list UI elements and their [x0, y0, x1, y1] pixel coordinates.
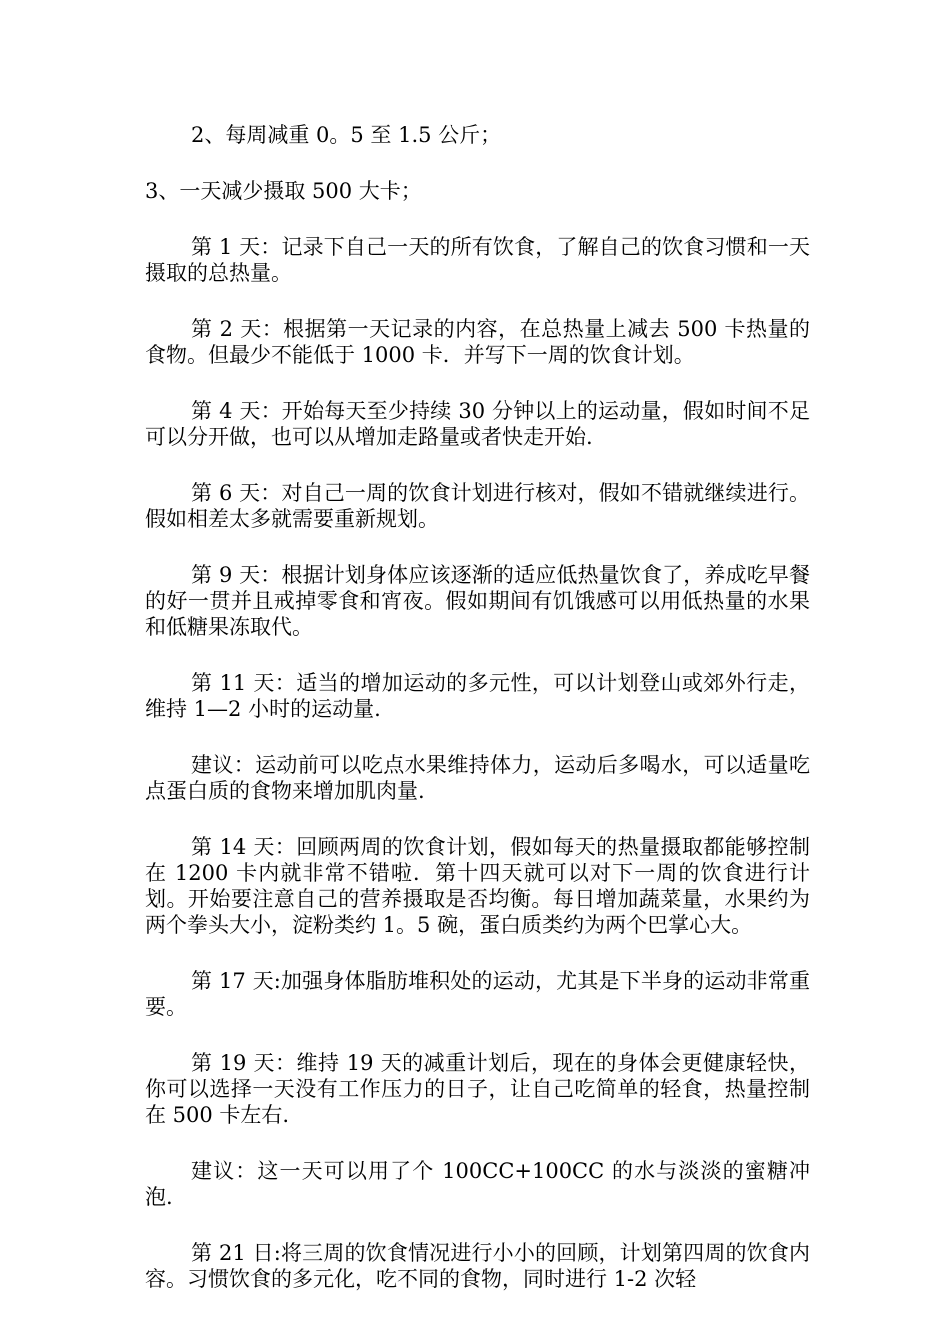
paragraph-day-4: 第 4 天：开始每天至少持续 30 分钟以上的运动量，假如时间不足可以分开做，也可以从增加走路量或者快走开始. [145, 399, 810, 449]
paragraph-suggestion-drink: 建议：这一天可以用了个 100CC+100CC 的水与淡淡的蜜糖冲泡. [145, 1159, 810, 1209]
paragraph-day-9: 第 9 天：根据计划身体应该逐渐的适应低热量饮食了，养成吃早餐的好一贯并且戒掉零食和宵夜。假如期间有饥饿感可以用低热量的水果和低糖果冻取代。 [145, 563, 810, 639]
paragraph-day-21: 第 21 日:将三周的饮食情况进行小小的回顾，计划第四周的饮食内容。习惯饮食的多元化，吃不同的食物，同时进行 1-2 次轻 [145, 1241, 810, 1291]
paragraph-day-1: 第 1 天：记录下自己一天的所有饮食，了解自己的饮食习惯和一天摄取的总热量。 [145, 235, 810, 285]
paragraph-day-2: 第 2 天：根据第一天记录的内容，在总热量上减去 500 卡热量的食物。但最少不能低于 1000 卡．并写下一周的饮食计划。 [145, 317, 810, 367]
paragraph-day-6: 第 6 天：对自己一周的饮食计划进行核对，假如不错就继续进行。假如相差太多就需要重新规划。 [145, 481, 810, 531]
paragraph-day-14: 第 14 天：回顾两周的饮食计划，假如每天的热量摄取都能够控制在 1200 卡内就非常不错啦．第十四天就可以对下一周的饮食进行计划。开始要注意自己的营养摄取是否均衡。每日增加蔬菜量，水果约为两个拳头大小，淀粉类约 1。5 碗，蛋白质类约为两个巴掌心大。 [145, 835, 810, 937]
paragraph-daily-intake: 3、一天减少摄取 500 大卡； [145, 179, 422, 203]
paragraph-suggestion-exercise: 建议：运动前可以吃点水果维持体力，运动后多喝水，可以适量吃点蛋白质的食物来增加肌肉量. [145, 753, 810, 803]
paragraph-day-19: 第 19 天：维持 19 天的减重计划后，现在的身体会更健康轻快，你可以选择一天没有工作压力的日子，让自己吃简单的轻食，热量控制在 500 卡左右. [145, 1051, 810, 1127]
paragraph-day-17: 第 17 天:加强身体脂肪堆积处的运动，尤其是下半身的运动非常重要。 [145, 969, 810, 1019]
paragraph-weekly-loss: 2、每周减重 0。5 至 1.5 公斤； [191, 123, 502, 147]
paragraph-day-11: 第 11 天：适当的增加运动的多元性，可以计划登山或郊外行走，维持 1—2 小时的运动量. [145, 671, 810, 721]
document-body [145, 122, 810, 1292]
